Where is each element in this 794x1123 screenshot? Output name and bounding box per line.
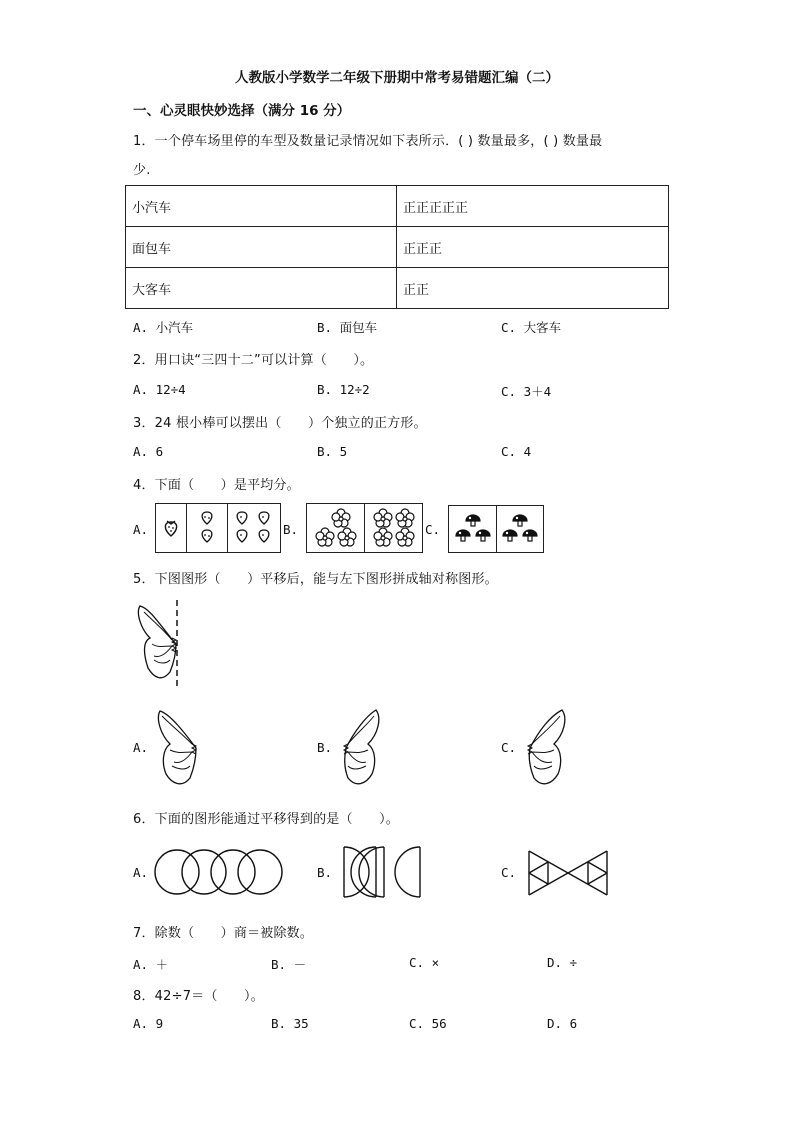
option-b-butterfly[interactable] [340, 708, 384, 790]
question-7-text: 7．除数（ ）商＝被除数。 [133, 926, 314, 941]
table-cell-type: 大客车 [126, 268, 397, 309]
question-5-text: 5．下图图形（ ）平移后，能与左下图形拼成轴对称图形。 [133, 572, 498, 587]
strawberry-group-icon [187, 504, 228, 552]
option-c[interactable]: C. 大客车 [501, 320, 562, 335]
option-a[interactable]: A. ＋ [133, 957, 169, 972]
option-b[interactable]: B. － [271, 957, 307, 972]
option-c-figure[interactable] [448, 505, 544, 553]
table-row [126, 186, 669, 227]
option-c-bowtie-figure[interactable] [526, 848, 610, 898]
option-c[interactable]: C. × [409, 955, 440, 970]
option-c[interactable]: C. [501, 740, 517, 755]
option-b[interactable]: B. [317, 740, 333, 755]
option-a[interactable]: A. [133, 865, 149, 880]
option-a[interactable]: A. 6 [133, 444, 164, 459]
mushroom-group-icon [497, 506, 543, 552]
option-a-circles-figure[interactable] [153, 847, 285, 897]
table-cell-tally: 正正 [397, 268, 669, 309]
question-4-text: 4．下面（ ）是平均分。 [133, 478, 300, 493]
tally-table [125, 185, 669, 309]
option-b-figure[interactable] [306, 503, 423, 553]
option-a-figure[interactable] [155, 503, 281, 553]
strawberry-icon [156, 504, 187, 552]
option-d[interactable]: D. 6 [547, 1016, 578, 1031]
table-cell-type: 面包车 [126, 227, 397, 268]
option-a-butterfly[interactable] [152, 708, 202, 790]
half-butterfly-figure [132, 598, 192, 688]
option-b-semicircles-figure[interactable] [340, 845, 424, 899]
section-heading: 一、心灵眼快妙选择（满分 16 分） [133, 103, 351, 119]
option-b[interactable]: B. 12÷2 [317, 382, 370, 397]
option-d[interactable]: D. ÷ [547, 955, 578, 970]
option-a[interactable]: A. 12÷4 [133, 382, 186, 397]
option-c-butterfly[interactable] [524, 708, 570, 790]
question-2-text: 2．用口诀“三四十二”可以计算（ ）。 [133, 353, 374, 368]
option-c[interactable]: C. 3＋4 [501, 384, 552, 399]
option-c[interactable]: C. [425, 522, 441, 537]
question-8-text: 8．42÷7＝（ ）。 [133, 989, 264, 1004]
question-6-text: 6．下面的图形能通过平移得到的是（ ）。 [133, 812, 399, 827]
option-b[interactable]: B. [283, 522, 299, 537]
option-b[interactable]: B. 35 [271, 1016, 309, 1031]
question-3-text: 3．24 根小棒可以摆出（ ）个独立的正方形。 [133, 416, 427, 431]
table-row [126, 268, 669, 309]
table-cell-tally: 正正正正正 [397, 186, 669, 227]
option-b[interactable]: B. 面包车 [317, 320, 378, 335]
table-cell-tally: 正正正 [397, 227, 669, 268]
flower-group-icon [365, 504, 422, 552]
option-b[interactable]: B. 5 [317, 444, 348, 459]
option-c[interactable]: C. 56 [409, 1016, 447, 1031]
option-a[interactable]: A. [133, 522, 149, 537]
table-cell-type: 小汽车 [126, 186, 397, 227]
mushroom-group-icon [449, 506, 497, 552]
question-1-text-cont: 少. [133, 163, 151, 178]
option-a[interactable]: A. 小汽车 [133, 320, 194, 335]
option-a[interactable]: A. [133, 740, 149, 755]
option-a[interactable]: A. 9 [133, 1016, 164, 1031]
question-1-text: 1．一个停车场里停的车型及数量记录情况如下表所示．( ) 数量最多，( ) 数量最 [133, 134, 603, 149]
option-c[interactable]: C. 4 [501, 444, 532, 459]
page-title: 人教版小学数学二年级下册期中常考易错题汇编（二） [235, 70, 559, 86]
table-row [126, 227, 669, 268]
option-c[interactable]: C. [501, 865, 517, 880]
option-b[interactable]: B. [317, 865, 333, 880]
strawberry-group-icon [228, 504, 280, 552]
flower-group-icon [307, 504, 365, 552]
